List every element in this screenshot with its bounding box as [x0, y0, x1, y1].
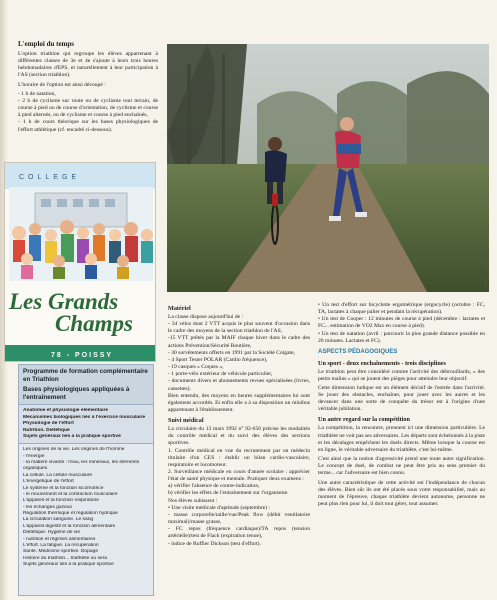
program-box	[18, 364, 154, 596]
poster-title-line1: Les Grands	[9, 289, 119, 314]
program-section-topics	[19, 404, 153, 443]
college-poster	[4, 162, 156, 362]
program-detail: - nutrition et régimes alimentaires	[23, 536, 96, 542]
photo-runner-cyclist	[167, 44, 489, 292]
suivi-line: - masse corporelle/taille/vue/Peak flow (débit ventilatoire maximal)/masse grasse,	[168, 511, 310, 526]
program-title	[19, 365, 153, 404]
test-line: • Un test de Cooper : 12 minutes de course à pied (décembre : lactates et FC... estimation de VO2 Max en course à pied).	[318, 316, 485, 330]
program-detail: La circulation sanguine. Le sang	[23, 517, 94, 523]
program-detail: Le système et la fonction locomotrice	[23, 485, 104, 491]
program-topic: Anatomie et physiologie élémentaire	[23, 408, 109, 414]
suivi-line: Nos élèves subissent :	[168, 497, 218, 504]
poster-title-line2: Champs	[55, 311, 133, 336]
suivi-line: - FC repos (fréquence cardiaque)/TA repos (tension artérielle)/test de Flack (expiration tenue),	[168, 526, 310, 540]
intro-paragraph: - 2 h de cyclisme sur route ou de cyclisme tout terrain, de course à pied ou de course d'orientation, de cyclisme et course à pied alternés, ou de cyclisme et course à pied enchaînés,	[18, 97, 158, 119]
sport-paragraph: Le triathlon peut être considéré comme l'activité des débrouillards, « des petits malins » qui se jouent des pièges pour atteindre leur objectif.	[318, 368, 485, 382]
program-detail: - les échanges gazeux	[23, 504, 72, 510]
test-line: • Un test de natation (avril : parcourir la plus grande distance possible en 20 minutes. Lactates et FC).	[318, 330, 485, 344]
materiel-line: - 34 vélos dont 2 VTT acquis le plus souvent d'occasion dans le cadre des moyens de la section triathlon de l'AS,	[168, 321, 310, 335]
materiel-line: La classe dispose aujourd'hui de :	[168, 313, 244, 320]
intro-paragraph: L'horaire de l'option est ainsi découpé :	[18, 81, 106, 88]
poster-top-text: COLLEGE	[19, 174, 81, 181]
aspects-heading: ASPECTS PÉDAGOGIQUES	[318, 348, 398, 355]
photo-credit: PHOTOS : ALTER EGO	[484, 250, 488, 288]
program-detail: - le mouvement et la contraction musculaire	[23, 491, 118, 497]
program-detail: Diététique. Hygiène de vie	[23, 530, 81, 536]
intro-column	[18, 40, 158, 136]
suivi-line: 2. Surveillance médicale en cours d'année scolaire : apprécier l'état de santé physique et mentale. Pratiquer deux examens :	[168, 469, 310, 483]
suivi-line: • Une visite médicale d'aptitude (septembre) :	[168, 504, 271, 511]
sport-heading: Un sport - deux enchaînements - trois disciplines	[318, 359, 446, 367]
materiel-line: Bien entendu, des moyens en heures supplémentaires lui sont également accordés. Et enfin elle a à sa disposition un minibus appartenant à l'établissement.	[168, 392, 310, 413]
program-topic: Physiologie de l'effort	[23, 421, 74, 427]
program-detail: La cellule. La cellule musculaire	[23, 472, 93, 478]
regard-heading: Un autre regard sur la compétition	[318, 416, 410, 424]
suivi-line: b) vérifier les effets de l'entraînement sur l'organisme.	[168, 490, 289, 497]
program-detail: Sujets généraux liés à la pratique sportive	[23, 562, 114, 568]
triathlon-photo	[167, 44, 489, 292]
materiel-line: - 19 casques « Coques »,	[168, 364, 224, 371]
program-detail: Santé. Médecine sportive. Dopage	[23, 549, 99, 555]
regard-paragraph: Une autre caractéristique de cette activité est l'indépendance de chacun des élèves. Bien sûr ils ont été placés sous votre responsabilité, mais au moment de l'épreuve, chaque triathlète devient autonome, personne ne peut plus rien pour lui, il doit tout gérer, tout assumer.	[318, 479, 485, 507]
regard-paragraph: La compétition, la rencontre, prennent ici une dimension particulière. Le triathlète ne voit pas ses adversaires. Les départs sont échelonnés à la piste et les décalages empêchent les duels directs. Même lorsque la course est en ligne, le véritable adversaire du triathlète, c'est lui-même.	[318, 425, 485, 453]
program-detail: Les origines de la vie. Les origines de l'homme	[23, 447, 125, 453]
suivi-line: 1. Contrôle médical en vue du recrutement par un médecin titulaire d'un CES : établir un bilan cardio-vasculaire, respiratoire et locomoteur.	[168, 447, 310, 468]
program-detail: - la matière vivante : l'eau, les minéraux, les éléments organiques	[23, 460, 140, 472]
suivi-line: La circulaire du 13 mars 1992 n° 92-056 précise les modalités du contrôle médical et du suivi des élèves des sections sportives.	[168, 426, 310, 447]
program-title-line: Bases physiologiques appliquées à l'entraînement	[23, 385, 130, 401]
program-detail: - l'énergie	[23, 453, 45, 459]
intro-paragraph: - 1 h de cours théorique sur les bases physiologiques de l'effort athlétique (cf. encadré ci-dessous).	[18, 119, 158, 133]
program-topic: Mécanismes biologiques liés à l'exercice musculaire	[23, 414, 146, 420]
program-detail: L'énergétique de l'effort	[23, 479, 74, 485]
materiel-line: - 1 porte-vélo extérieur de véhicule particulier,	[168, 371, 273, 378]
suivi-line: a) vérifier l'absence de contre-indication,	[168, 483, 260, 490]
right-column	[318, 302, 485, 510]
program-topic: Nutrition. Diététique	[23, 427, 70, 433]
materiel-line: - 4 Sport Tester POLAR (Cardio fréquence),	[168, 356, 268, 363]
program-title-line: Programme de formation complémentaire en Triathlon	[23, 368, 148, 383]
materiel-line: - documents divers et abonnements revues spécialisées (livres, cassettes).	[168, 378, 310, 392]
materiel-line: -15 VTT prêtés par la MAIF chaque hiver dans le cadre des actions Prévention/Sécurité Routière,	[168, 335, 310, 349]
intro-paragraph: - 1 h de natation,	[18, 90, 56, 97]
regard-paragraph: C'est ainsi que la notion d'agressivité prend une toute autre signification. Le concept de duel, de combat ne peut être pris au sens premier du terme... car l'adversaire est bien connu.	[318, 456, 485, 477]
suivi-heading: Suivi médical	[168, 417, 204, 425]
program-detail: Histoire du triathlon... triathlète ou sera	[23, 555, 107, 561]
test-line: • Un test d'effort sur bicyclette ergométrique (ergocycle) (octobre : FC, TA, lactates à chaque palier et pendant la récupération).	[318, 302, 485, 316]
poster-illustration	[5, 163, 156, 362]
program-detail: L'appareil digestif et la fonction alimentaire	[23, 523, 116, 529]
program-detail: Régulation thermique et régulation hydrique	[23, 511, 118, 517]
intro-heading: L'emploi du temps	[18, 40, 75, 48]
sport-paragraph: Cette dimension ludique est un élément décisif de l'entrée dans l'activité. Se jouer des obstacles, enchaîner, pour jouer avec les autres et les devancer dans une sorte de conquête du trésor est à l'origine d'une véritable jubilation.	[318, 384, 485, 413]
program-topic: Sujets généraux liés à la pratique sportive	[23, 433, 121, 439]
materiel-line: - 30 survêtements offerts en 1991 par la Société Colgate,	[168, 349, 295, 356]
program-detail: L'effort. La fatigue. La récupération	[23, 542, 99, 548]
suivi-line: - indice de Ruffier Dickson (test d'effort).	[168, 540, 261, 547]
program-detail: L'appareil et la fonction respiratoire	[23, 498, 99, 504]
program-section-details	[19, 443, 153, 571]
middle-column	[168, 302, 310, 548]
materiel-heading: Matériel	[168, 305, 191, 312]
intro-paragraph: L'option triathlon qui regroupe les élèves appartenant à différentes classes de 3e et 4e s'ajoute à leurs trois heures hebdomadaires d'EPS, et naturellement à leur participation à l'AS (section triathlon).	[18, 50, 158, 79]
poster-subtitle: 78 - POISSY	[51, 352, 114, 359]
